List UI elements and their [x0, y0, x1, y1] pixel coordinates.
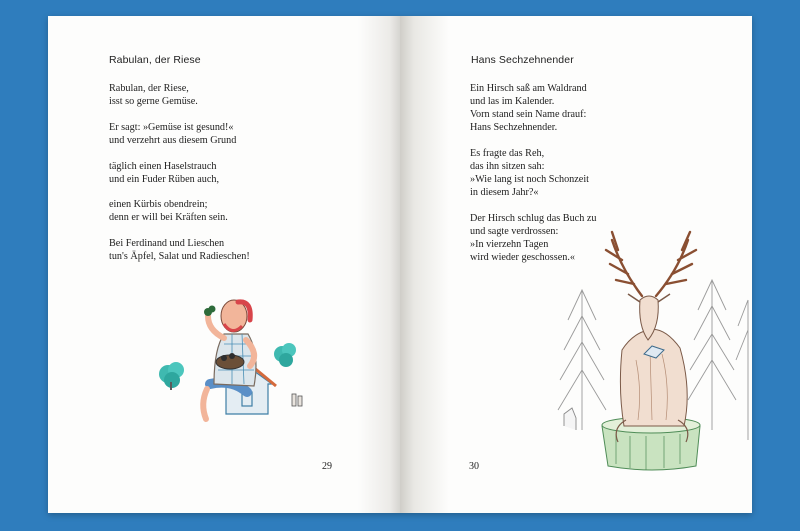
poem-body: [109, 82, 250, 276]
open-book: [48, 16, 752, 513]
poem-line: und las im Kalender.: [470, 96, 555, 107]
poem-title: Rabulan, der Riese: [109, 54, 201, 66]
poem-line: das ihn sitzen sah:: [470, 160, 545, 172]
poem-line: Er sagt: »Gemüse ist gesund!«: [109, 121, 234, 133]
poem-title: Hans Sechzehnender: [471, 54, 574, 66]
stanza: [109, 237, 250, 263]
poem-line: denn er will bei Kräften sein.: [109, 212, 228, 224]
stanza: [470, 82, 596, 134]
poem-line: »In vierzehn Tagen: [470, 238, 549, 250]
poem-line: isst so gerne Gemüse.: [109, 96, 198, 107]
poem-line: Es fragte das Reh,: [470, 147, 545, 159]
poem-line: täglich einen Haselstrauch: [109, 160, 217, 172]
right-page: [400, 16, 752, 513]
poem-line: und sagte verdrossen:: [470, 225, 559, 237]
poem-line: Ein Hirsch saß am Waldrand: [470, 83, 587, 94]
poem-line: Rabulan, der Riese,: [109, 83, 189, 94]
poem-line: einen Kürbis obendrein;: [109, 199, 208, 211]
poem-line: Der Hirsch schlug das Buch zu: [470, 212, 597, 224]
left-page: [48, 16, 400, 513]
poem-line: Vorn stand sein Name drauf:: [470, 109, 587, 120]
page-number: 30: [469, 461, 479, 472]
giant-eating-illustration: [152, 274, 312, 414]
poem-line: tun's Äpfel, Salat und Radieschen!: [109, 251, 250, 263]
poem-line: »Wie lang ist noch Schonzeit: [470, 173, 589, 185]
poem-line: in diesem Jahr?«: [470, 186, 539, 198]
poem-line: Hans Sechzehnender.: [470, 122, 558, 133]
poem-line: Bei Ferdinand und Lieschen: [109, 238, 225, 250]
poem-line: und ein Fuder Rüben auch,: [109, 173, 220, 185]
poem-line: wird wieder geschossen.«: [470, 251, 575, 263]
poem-line: und verzehrt aus diesem Grund: [109, 134, 237, 146]
stanza: [470, 147, 596, 199]
stanza: [109, 82, 250, 108]
stanza: [109, 198, 250, 224]
page-number: 29: [322, 461, 332, 472]
stanza: [109, 121, 250, 147]
stanza: [109, 160, 250, 186]
deer-reading-illustration: [552, 230, 752, 470]
